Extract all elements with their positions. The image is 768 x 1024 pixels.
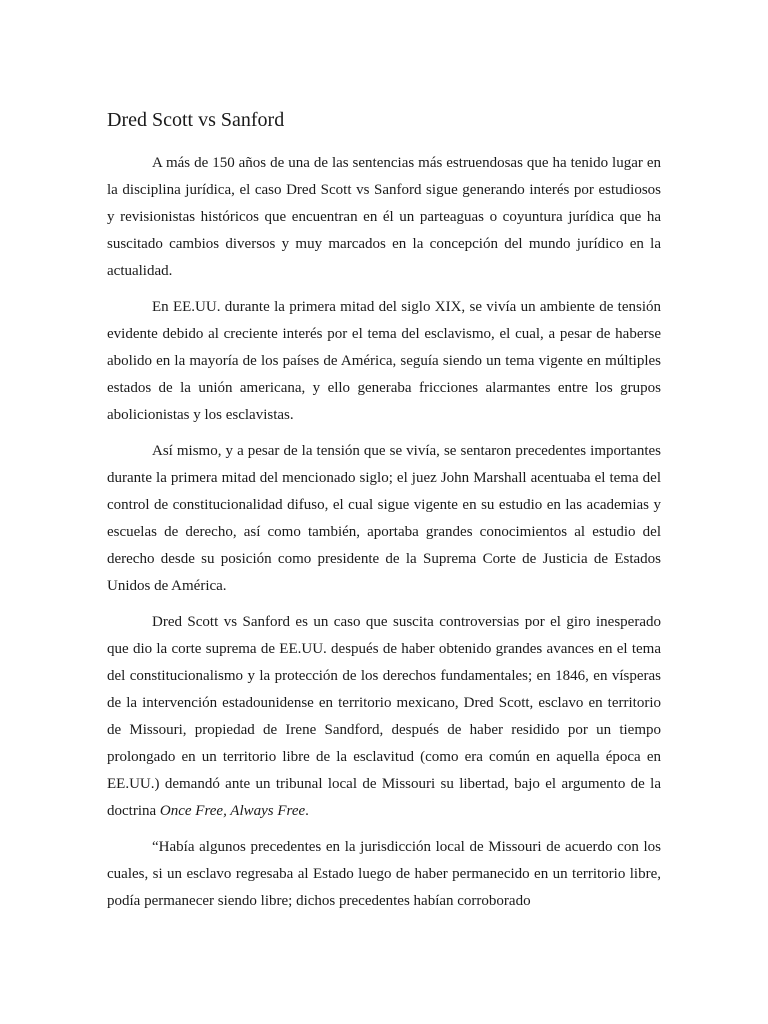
paragraph-1: A más de 150 años de una de las sentencias más estruendosas que ha tenido lugar en la disciplina jurídica, el caso Dred Scott vs Sanford sigue generando interés por estudiosos y revisionistas históricos que encuentran en él un parteaguas o coyuntura jurídica que ha suscitado cambios diversos y muy marcados en la concepción del mundo jurídico en la actualidad. bbox=[107, 155, 661, 279]
paragraph-3: Así mismo, y a pesar de la tensión que se vivía, se sentaron precedentes importantes durante la primera mitad del mencionado siglo; el juez John Marshall acentuaba el tema del control de constitucionalidad difuso, el cual sigue vigente en su estudio en las academias y escuelas de derecho, así como también, aportaba grandes conocimientos al estudio del derecho desde su posición como presidente de la Suprema Corte de Justicia de Estados Unidos de América. bbox=[107, 443, 661, 594]
document-page bbox=[107, 106, 661, 924]
paragraph-2: En EE.UU. durante la primera mitad del siglo XIX, se vivía un ambiente de tensión evidente debido al creciente interés por el tema del esclavismo, el cual, a pesar de haberse abolido en la mayoría de los países de América, seguía siendo un tema vigente en múltiples estados de la unión americana, y ello generaba fricciones alarmantes entre los grupos abolicionistas y los esclavistas. bbox=[107, 299, 661, 423]
paragraph-5: “Había algunos precedentes en la jurisdicción local de Missouri de acuerdo con los cuales, si un esclavo regresaba al Estado luego de haber permanecido en un territorio libre, podía permanecer siendo libre; dichos precedentes habían corroborado bbox=[107, 839, 661, 909]
document-title: Dred Scott vs Sanford bbox=[107, 109, 285, 131]
paragraph-4 bbox=[107, 609, 661, 825]
paragraph-4-end: . bbox=[305, 803, 309, 819]
doctrine-name: Once Free, Always Free bbox=[159, 803, 306, 819]
paragraph-4-text: Dred Scott vs Sanford es un caso que suscita controversias por el giro inesperado que dio la corte suprema de EE.UU. después de haber obtenido grandes avances en el tema del constitucionalismo y la protección de los derechos fundamentales; en 1846, en vísperas de la intervención estadounidense en territorio mexicano, Dred Scott, esclavo en territorio de Missouri, propiedad de Irene Sandford, después de haber residido por un tiempo prolongado en un territorio libre de la esclavitud (como era común en aquella época en EE.UU.) demandó ante un tribunal local de Missouri su libertad, bajo el argumento de la doctrina bbox=[107, 614, 661, 819]
